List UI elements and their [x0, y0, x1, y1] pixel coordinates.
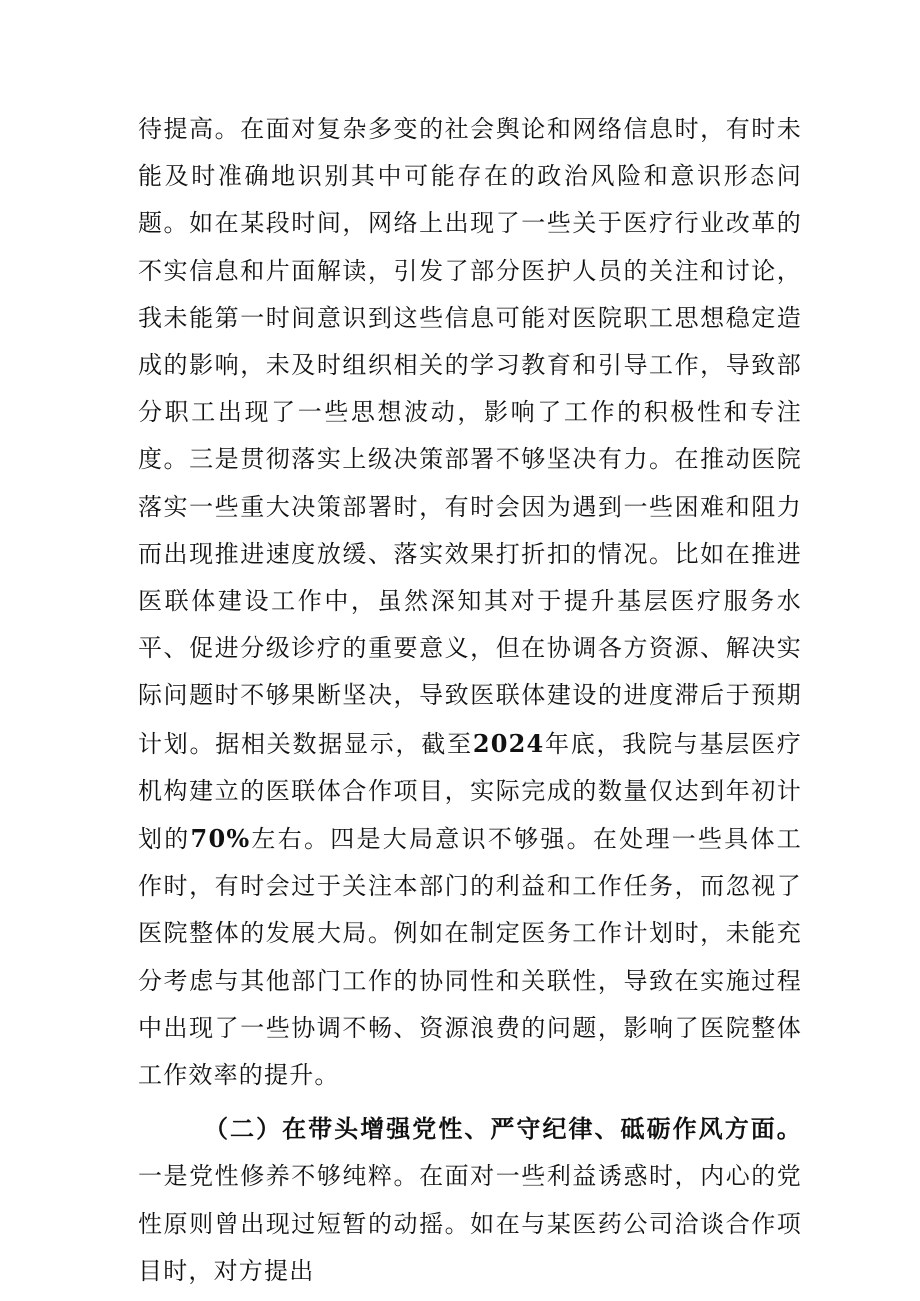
year-figure: 2024 — [472, 728, 545, 758]
paragraph-political-issues — [138, 106, 802, 1099]
paragraph-text: 一是党性修养不够纯粹。在面对一些利益诱惑时，内心的党性原则曾出现过短暂的动摇。如在与某医药公司洽谈合作项目时，对方提出 — [138, 1162, 802, 1285]
section-heading: （二）在带头增强党性、严守纪律、砥砺作风方面。 — [204, 1114, 802, 1144]
paragraph-text: 待提高。在面对复杂多变的社会舆论和网络信息时，有时未能及时准确地识别其中可能存在的政治风险和意识形态问题。如在某段时间，网络上出现了一些关于医疗行业改革的不实信息和片面解读，引发了部分医护人员的关注和讨论，我未能第一时间意识到这些信息可能对医院职工思想稳定造成的影响，未及时组织相关的学习教育和引导工作，导致部分职工出现了一些思想波动，影响了工作的积极性和专注度。三是贯彻落实上级决策部署不够坚决有力。在推动医院落实一些重大决策部署时，有时会因为遇到一些困难和阻力而出现推进速度放缓、落实效果打折扣的情况。比如在推进医联体建设工作中，虽然深知其对于提升基层医疗服务水平、促进分级诊疗的重要意义，但在协调各方资源、解决实际问题时不够果断坚决，导致医联体建设的进度滞后于预期计划。据相关数据显示，截至 — [138, 115, 802, 758]
document-body — [138, 106, 802, 1295]
paragraph-text: 左右。四是大局意识不够强。在处理一些具体工作时，有时会过于关注本部门的利益和工作任务，而忽视了医院整体的发展大局。例如在制定医务工作计划时，未能充分考虑与其他部门工作的协同性和关联性，导致在实施过程中出现了一些协调不畅、资源浪费的问题，影响了医院整体工作效率的提升。 — [138, 825, 802, 1090]
percent-figure: 70% — [190, 824, 251, 854]
paragraph-party-spirit — [138, 1105, 802, 1295]
paragraph-text: 年底，我院与基层医疗机构建立的医联体合作项目，实际完成的数量仅达到年初计划的 — [138, 729, 802, 854]
